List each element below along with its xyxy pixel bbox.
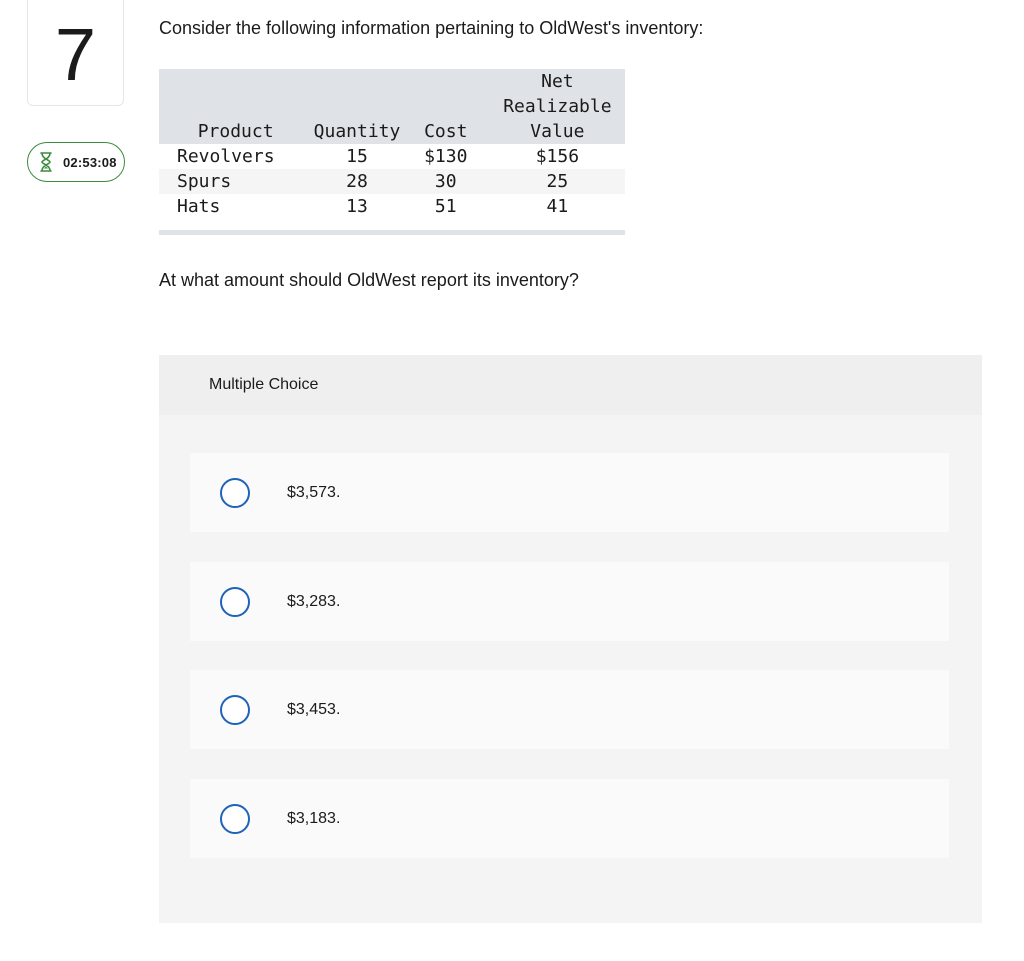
header-product: Product [197, 121, 274, 142]
choice-option[interactable] [190, 562, 949, 641]
timer-badge [27, 142, 125, 182]
choice-option[interactable] [190, 670, 949, 749]
header-quantity: Quantity [313, 121, 401, 142]
multiple-choice-panel [159, 355, 982, 923]
header-nrv [490, 69, 625, 144]
hourglass-icon [39, 152, 53, 172]
table-header-row [159, 69, 625, 144]
question-prompt: Consider the following information pertaining to OldWest's inventory: [159, 18, 704, 38]
header-nrv-line3: Value [530, 121, 585, 142]
cell-quantity: 28 [346, 171, 368, 192]
choice-option[interactable] [190, 453, 949, 532]
radio-button[interactable] [220, 478, 250, 508]
cell-cost: 51 [434, 196, 457, 217]
choice-label: $3,453. [287, 700, 341, 718]
table-bottom-rule [159, 230, 625, 235]
cell-nrv: $156 [535, 146, 580, 167]
question-number: 7 [54, 12, 97, 96]
choice-label: $3,283. [287, 592, 341, 610]
timer-text: 02:53:08 [63, 154, 117, 170]
choice-label: $3,183. [287, 809, 341, 827]
question-number-box [27, 0, 124, 106]
header-nrv-line1: Net [541, 71, 574, 92]
cell-nrv: 25 [546, 171, 569, 192]
header-cost: Cost [424, 121, 468, 142]
table-row [159, 194, 625, 219]
radio-button[interactable] [220, 587, 250, 617]
table-row [159, 144, 625, 169]
question-text: At what amount should OldWest report its inventory? [159, 270, 579, 290]
cell-nrv: 41 [546, 196, 569, 217]
table-row [159, 169, 625, 194]
choice-label: $3,573. [287, 483, 341, 501]
radio-button[interactable] [220, 695, 250, 725]
cell-product: Spurs [177, 171, 232, 192]
cell-quantity: 13 [346, 196, 368, 217]
cell-cost: 30 [434, 171, 457, 192]
cell-cost: $130 [424, 146, 468, 167]
choice-option[interactable] [190, 779, 949, 858]
header-nrv-line2: Realizable [503, 96, 612, 117]
cell-product: Revolvers [177, 146, 275, 167]
cell-quantity: 15 [346, 146, 368, 167]
inventory-table [159, 69, 625, 219]
radio-button[interactable] [220, 804, 250, 834]
multiple-choice-header: Multiple Choice [159, 355, 982, 415]
cell-product: Hats [177, 196, 221, 217]
